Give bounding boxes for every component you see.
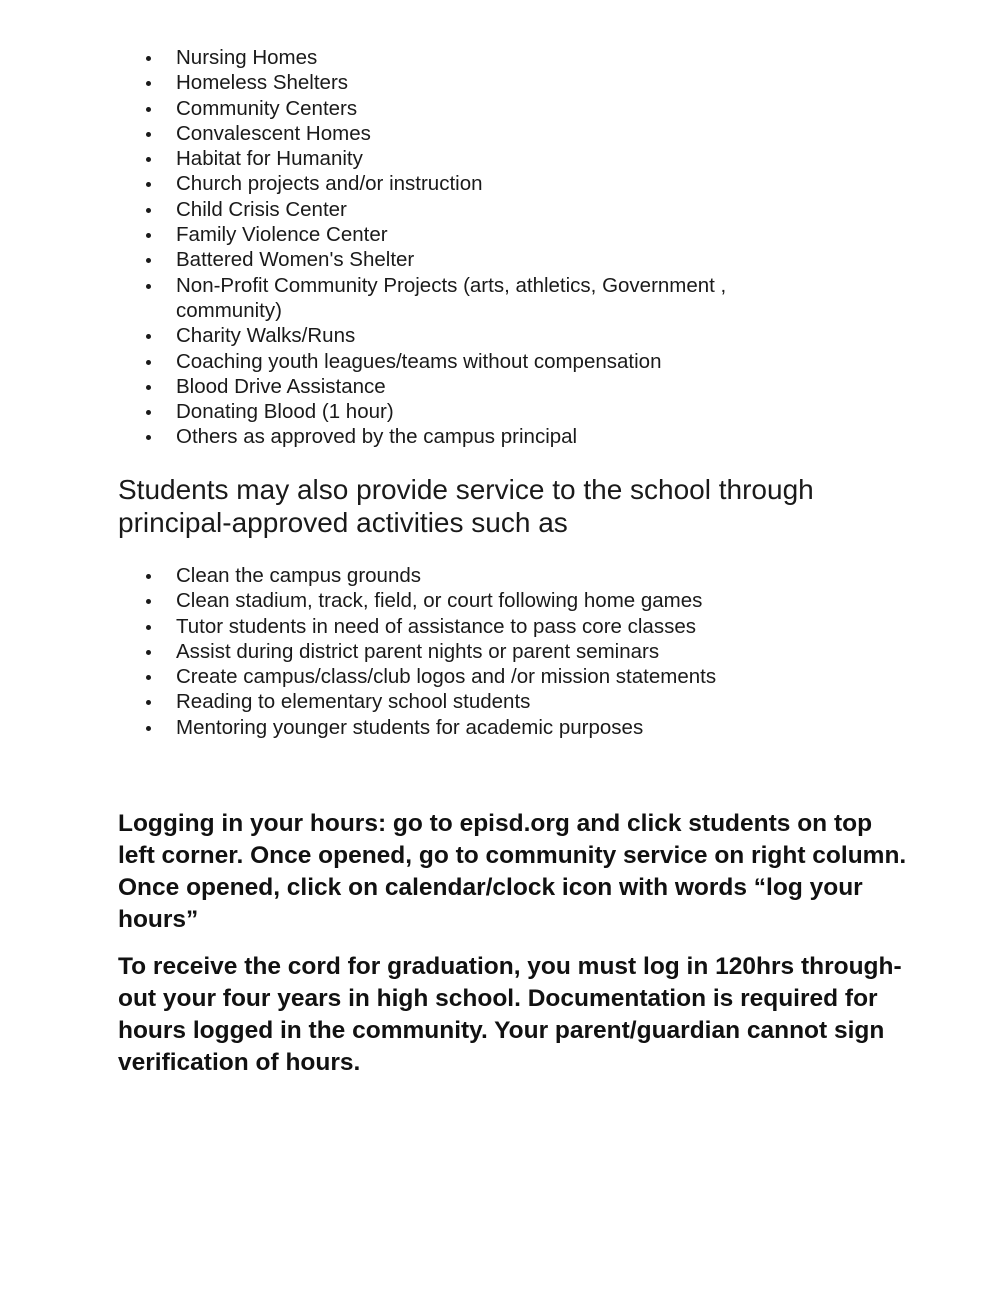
list-item-text: Blood Drive Assistance: [176, 374, 386, 398]
list-item-text: Charity Walks/Runs: [176, 324, 356, 348]
bullet-icon: [146, 182, 151, 187]
list-item: [0, 639, 796, 664]
graduation-cord-requirements: To receive the cord for graduation, you must log in 120hrs through-out your four years in high school. Documentation is required for hours logged in the community. Your parent/guardian cannot sign verification of hours.: [118, 953, 902, 1076]
list-item-text: Family Violence Center: [176, 223, 388, 247]
logging-hours-instructions: Logging in your hours: go to episd.org and click students on top left corner. Once opened, go to community service on right column. Once opened, click on calendar/clock icon with words “log your hours”: [118, 810, 907, 933]
list-item: [0, 374, 796, 399]
bullet-icon: [146, 81, 151, 86]
list-item: [0, 664, 796, 689]
list-item: [0, 399, 796, 424]
list-item-text: Create campus/class/club logos and /or mission statements: [176, 665, 717, 689]
list-item-text: Nursing Homes: [176, 46, 318, 69]
bullet-icon: [146, 233, 151, 238]
list-item-text: Habitat for Humanity: [176, 147, 363, 171]
bullet-icon: [146, 385, 151, 390]
list-item: [0, 715, 796, 740]
bullet-icon: [146, 650, 151, 655]
list-item-text: Others as approved by the campus principal: [176, 425, 578, 449]
list-item: [0, 323, 796, 348]
bullet-icon: [146, 208, 151, 213]
list-item: [0, 171, 796, 196]
list-item-text: Child Crisis Center: [176, 197, 347, 221]
list-item-text: Convalescent Homes: [176, 121, 371, 145]
list-item: [0, 588, 796, 613]
bullet-icon: [146, 410, 151, 415]
bullet-icon: [146, 599, 151, 604]
list-item: [0, 614, 796, 639]
community-service-list: [0, 45, 796, 450]
bullet-icon: [146, 360, 151, 365]
list-item-text: Mentoring younger students for academic purposes: [176, 715, 644, 739]
school-service-list: [0, 563, 796, 740]
bullet-icon: [146, 675, 151, 680]
list-item-text: Church projects and/or instruction: [176, 172, 483, 196]
bullet-icon: [146, 107, 151, 112]
list-item: [0, 70, 796, 95]
list-item-text: Community Centers: [176, 96, 358, 120]
bullet-icon: [146, 625, 151, 630]
bullet-icon: [146, 700, 151, 705]
list-item-text: Reading to elementary school students: [176, 690, 531, 714]
list-item: [0, 349, 796, 374]
bullet-icon: [146, 132, 151, 137]
list-item: [0, 45, 796, 70]
bullet-icon: [146, 258, 151, 263]
list-item: [0, 197, 796, 222]
list-item-text: Clean the campus grounds: [176, 564, 422, 587]
list-item-text: Battered Women's Shelter: [176, 248, 415, 272]
list-item: [0, 222, 796, 247]
list-item: [0, 689, 796, 714]
bullet-icon: [146, 284, 151, 289]
list-item: [0, 273, 796, 324]
list-item: [0, 563, 796, 588]
list-item-text: Assist during district parent nights or parent seminars: [176, 639, 660, 663]
list-item: [0, 121, 796, 146]
list-item-text: Donating Blood (1 hour): [176, 400, 394, 424]
list-item-text: Clean stadium, track, field, or court following home games: [176, 589, 703, 613]
list-item-text: Coaching youth leagues/teams without compensation: [176, 349, 662, 373]
bullet-icon: [146, 435, 151, 440]
list-item-text: Non-Profit Community Projects (arts, athletics, Government , community): [176, 273, 727, 322]
list-item: [0, 96, 796, 121]
list-item-text: Homeless Shelters: [176, 71, 349, 95]
school-service-heading: Students may also provide service to the school through principal-approved activities such as: [118, 474, 814, 538]
bullet-icon: [146, 726, 151, 731]
bullet-icon: [146, 334, 151, 339]
list-item-text: Tutor students in need of assistance to pass core classes: [176, 614, 696, 638]
bullet-icon: [146, 574, 151, 579]
bullet-icon: [146, 157, 151, 162]
list-item: [0, 424, 796, 449]
list-item: [0, 146, 796, 171]
bullet-icon: [146, 56, 151, 61]
list-item: [0, 247, 796, 272]
